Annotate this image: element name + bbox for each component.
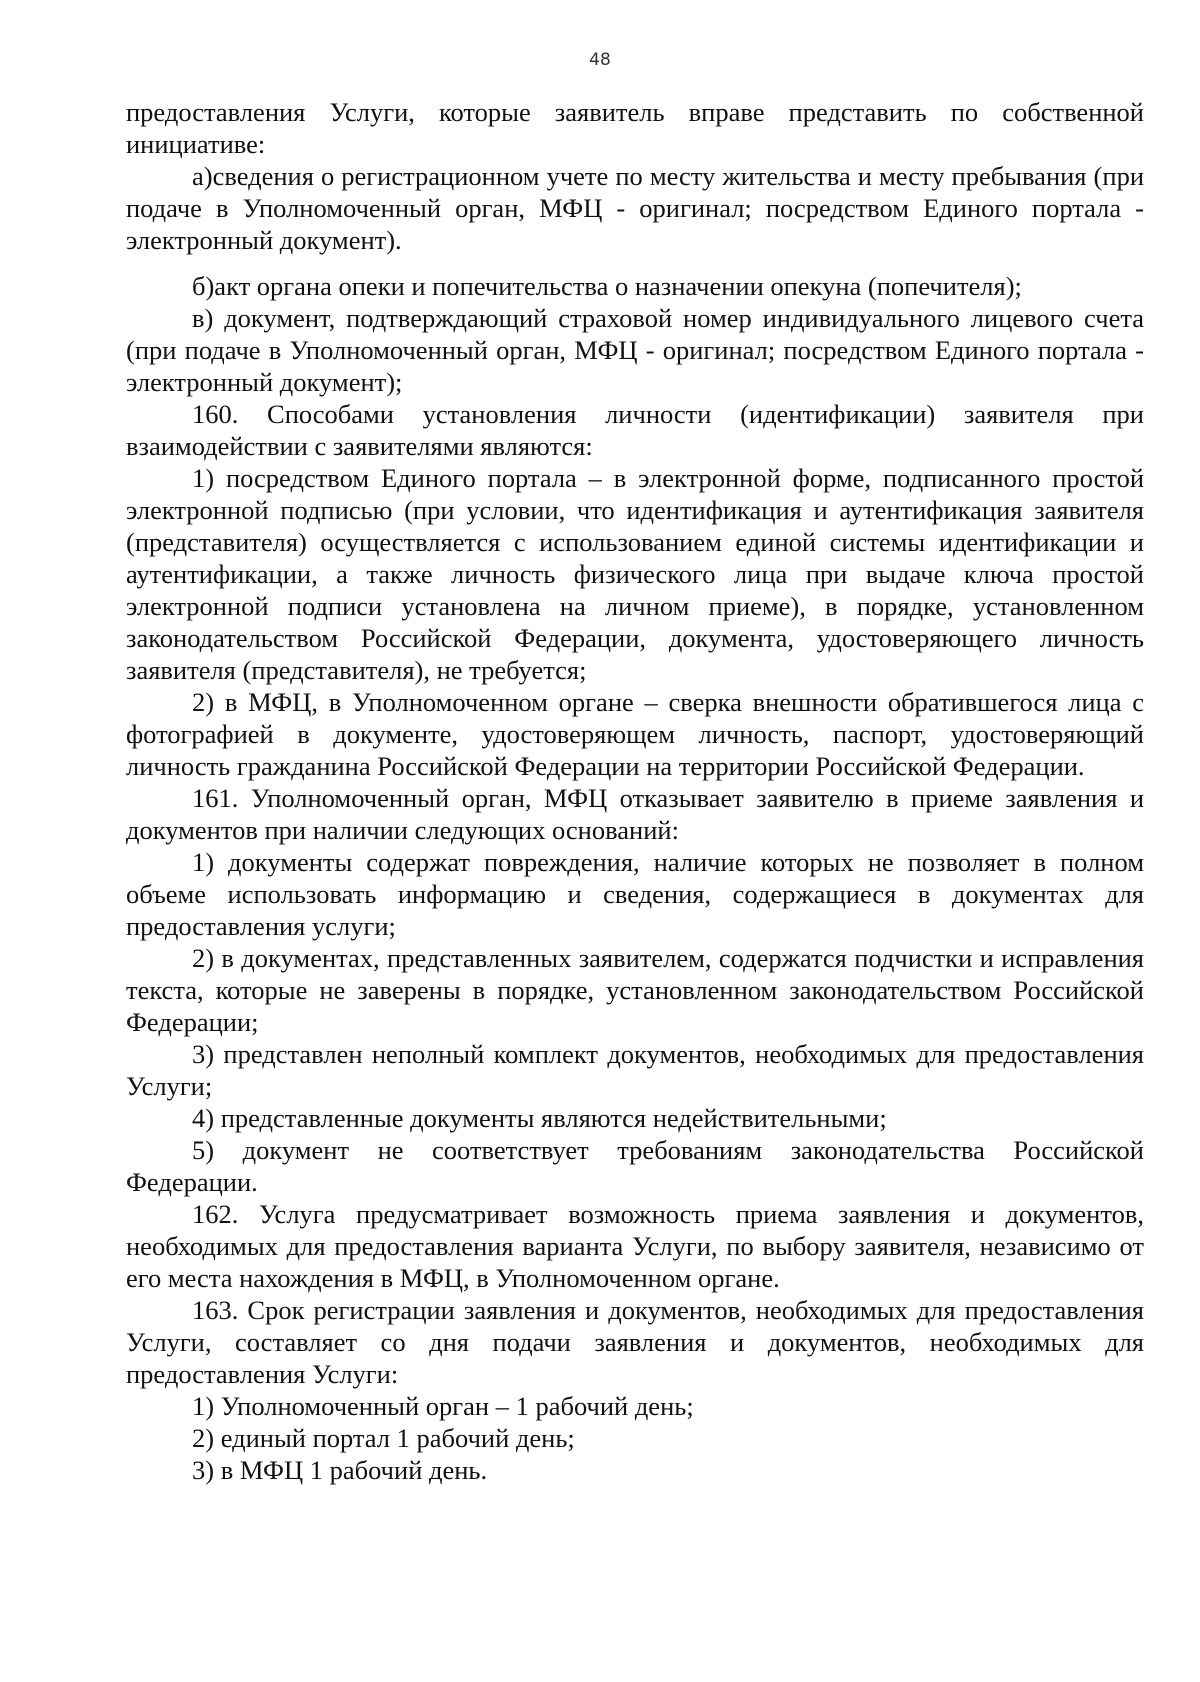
paragraph-item-b: б)акт органа опеки и попечительства о назначении опекуна (попечителя); (192, 271, 1022, 301)
paragraph-161-1: 1) документы содержат повреждения, наличие которых не позволяет в полном объеме использовать информацию и сведения, содержащиеся в документах для предоставления услуги; (126, 847, 1144, 941)
page-number: 48 (589, 50, 611, 70)
paragraph-163-1: 1) Уполномоченный орган – 1 рабочий день; (192, 1391, 694, 1421)
paragraph-163-2: 2) единый портал 1 рабочий день; (192, 1423, 575, 1453)
paragraph-162: 162. Услуга предусматривает возможность приема заявления и документов, необходимых для предоставления варианта Услуги, по выбору заявителя, независимо от его места нахождения в МФЦ, в Уполномоченном органе. (126, 1199, 1144, 1293)
paragraph-161-4: 4) представленные документы являются недействительными; (192, 1103, 887, 1133)
paragraph-160-2: 2) в МФЦ, в Уполномоченном органе – сверка внешности обратившегося лица с фотографией в документе, удостоверяющем личность, паспорт, удостоверяющий личность гражданина Российской Федерации на территории Российской Федерации. (126, 687, 1144, 781)
paragraph-163-3: 3) в МФЦ 1 рабочий день. (192, 1455, 488, 1485)
paragraph-161-5: 5) документ не соответствует требованиям законодательства Российской Федерации. (126, 1135, 1144, 1197)
paragraph-163: 163. Срок регистрации заявления и документов, необходимых для предоставления Услуги, составляет со дня подачи заявления и документов, необходимых для предоставления Услуги: (126, 1295, 1144, 1389)
paragraph-161: 161. Уполномоченный орган, МФЦ отказывает заявителю в приеме заявления и документов при наличии следующих оснований: (126, 783, 1144, 845)
paragraph-161-3: 3) представлен неполный комплект документов, необходимых для предоставления Услуги; (126, 1039, 1144, 1101)
paragraph-161-2: 2) в документах, представленных заявителем, содержатся подчистки и исправления текста, которые не заверены в порядке, установленном законодательством Российской Федерации; (126, 943, 1144, 1037)
paragraph-160-1: 1) посредством Единого портала – в электронной форме, подписанного простой электронной подписью (при условии, что идентификация и аутентификация заявителя (представителя) осуществляется с использованием единой системы идентификации и аутентификации, а также личность физического лица при выдаче ключа простой электронной подписи установлена на личном приеме), в порядке, установленном законодательством Российской Федерации, документа, удостоверяющего личность заявителя (представителя), не требуется; (126, 463, 1144, 685)
paragraph-continuation: предоставления Услуги, которые заявитель вправе представить по собственной инициативе: (126, 97, 1144, 159)
paragraph-item-v: в) документ, подтверждающий страховой номер индивидуального лицевого счета (при подаче в Уполномоченный орган, МФЦ - оригинал; посредством Единого портала - электронный документ); (126, 303, 1144, 397)
document-body (126, 96, 1144, 1486)
paragraph-160: 160. Способами установления личности (идентификации) заявителя при взаимодействии с заявителями являются: (126, 399, 1144, 461)
paragraph-item-a: а)сведения о регистрационном учете по месту жительства и месту пребывания (при подаче в Уполномоченный орган, МФЦ - оригинал; посредством Единого портала - электронный документ). (126, 161, 1144, 255)
